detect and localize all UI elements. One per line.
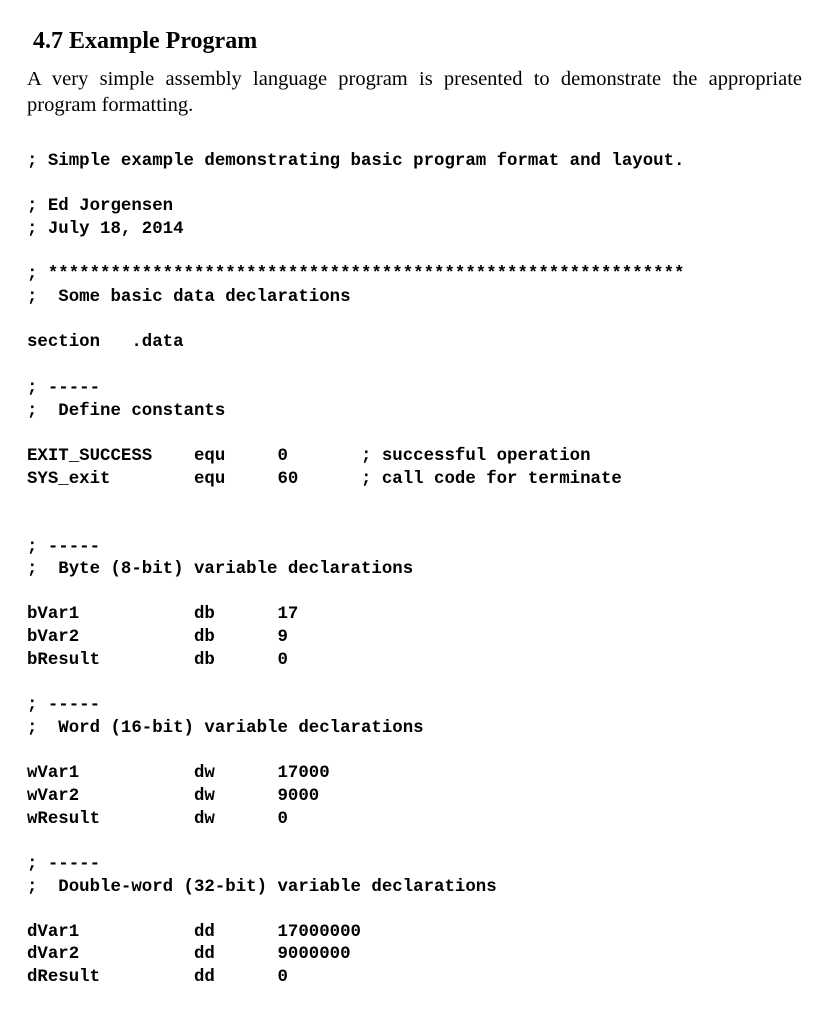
code-line: dVar2 dd 9000000 (27, 945, 351, 964)
code-line: dResult dd 0 (27, 968, 288, 987)
code-line: ; Byte (8-bit) variable declarations (27, 560, 414, 579)
intro-paragraph: A very simple assembly language program is presented to demonstrate the appropriate program formatting. (27, 68, 802, 116)
code-line: ; ----- (27, 379, 101, 398)
code-line: ; Ed Jorgensen (27, 197, 174, 216)
section-heading: 4.7 Example Program (33, 28, 258, 54)
code-line: ; ************************************************************* (27, 265, 685, 284)
code-line: bVar1 db 17 (27, 605, 299, 624)
code-line: ; July 18, 2014 (27, 220, 184, 239)
code-line: ; Double-word (32-bit) variable declarations (27, 878, 497, 897)
code-line: dVar1 dd 17000000 (27, 923, 361, 942)
code-line: ; Word (16-bit) variable declarations (27, 719, 424, 738)
code-line: bVar2 db 9 (27, 628, 288, 647)
code-line: EXIT_SUCCESS equ 0 ; successful operation (27, 447, 591, 466)
code-line: wVar1 dw 17000 (27, 764, 330, 783)
code-line: ; Some basic data declarations (27, 288, 351, 307)
code-line: bResult db 0 (27, 651, 288, 670)
code-line: SYS_exit equ 60 ; call code for terminate (27, 470, 622, 489)
code-line: wVar2 dw 9000 (27, 787, 320, 806)
code-line: ; ----- (27, 538, 101, 557)
code-line: ; ----- (27, 696, 101, 715)
code-line: ; Define constants (27, 402, 226, 421)
code-line: ; ----- (27, 855, 101, 874)
code-line: wResult dw 0 (27, 810, 288, 829)
code-line: section .data (27, 333, 184, 352)
code-line: ; Simple example demonstrating basic program format and layout. (27, 152, 685, 171)
